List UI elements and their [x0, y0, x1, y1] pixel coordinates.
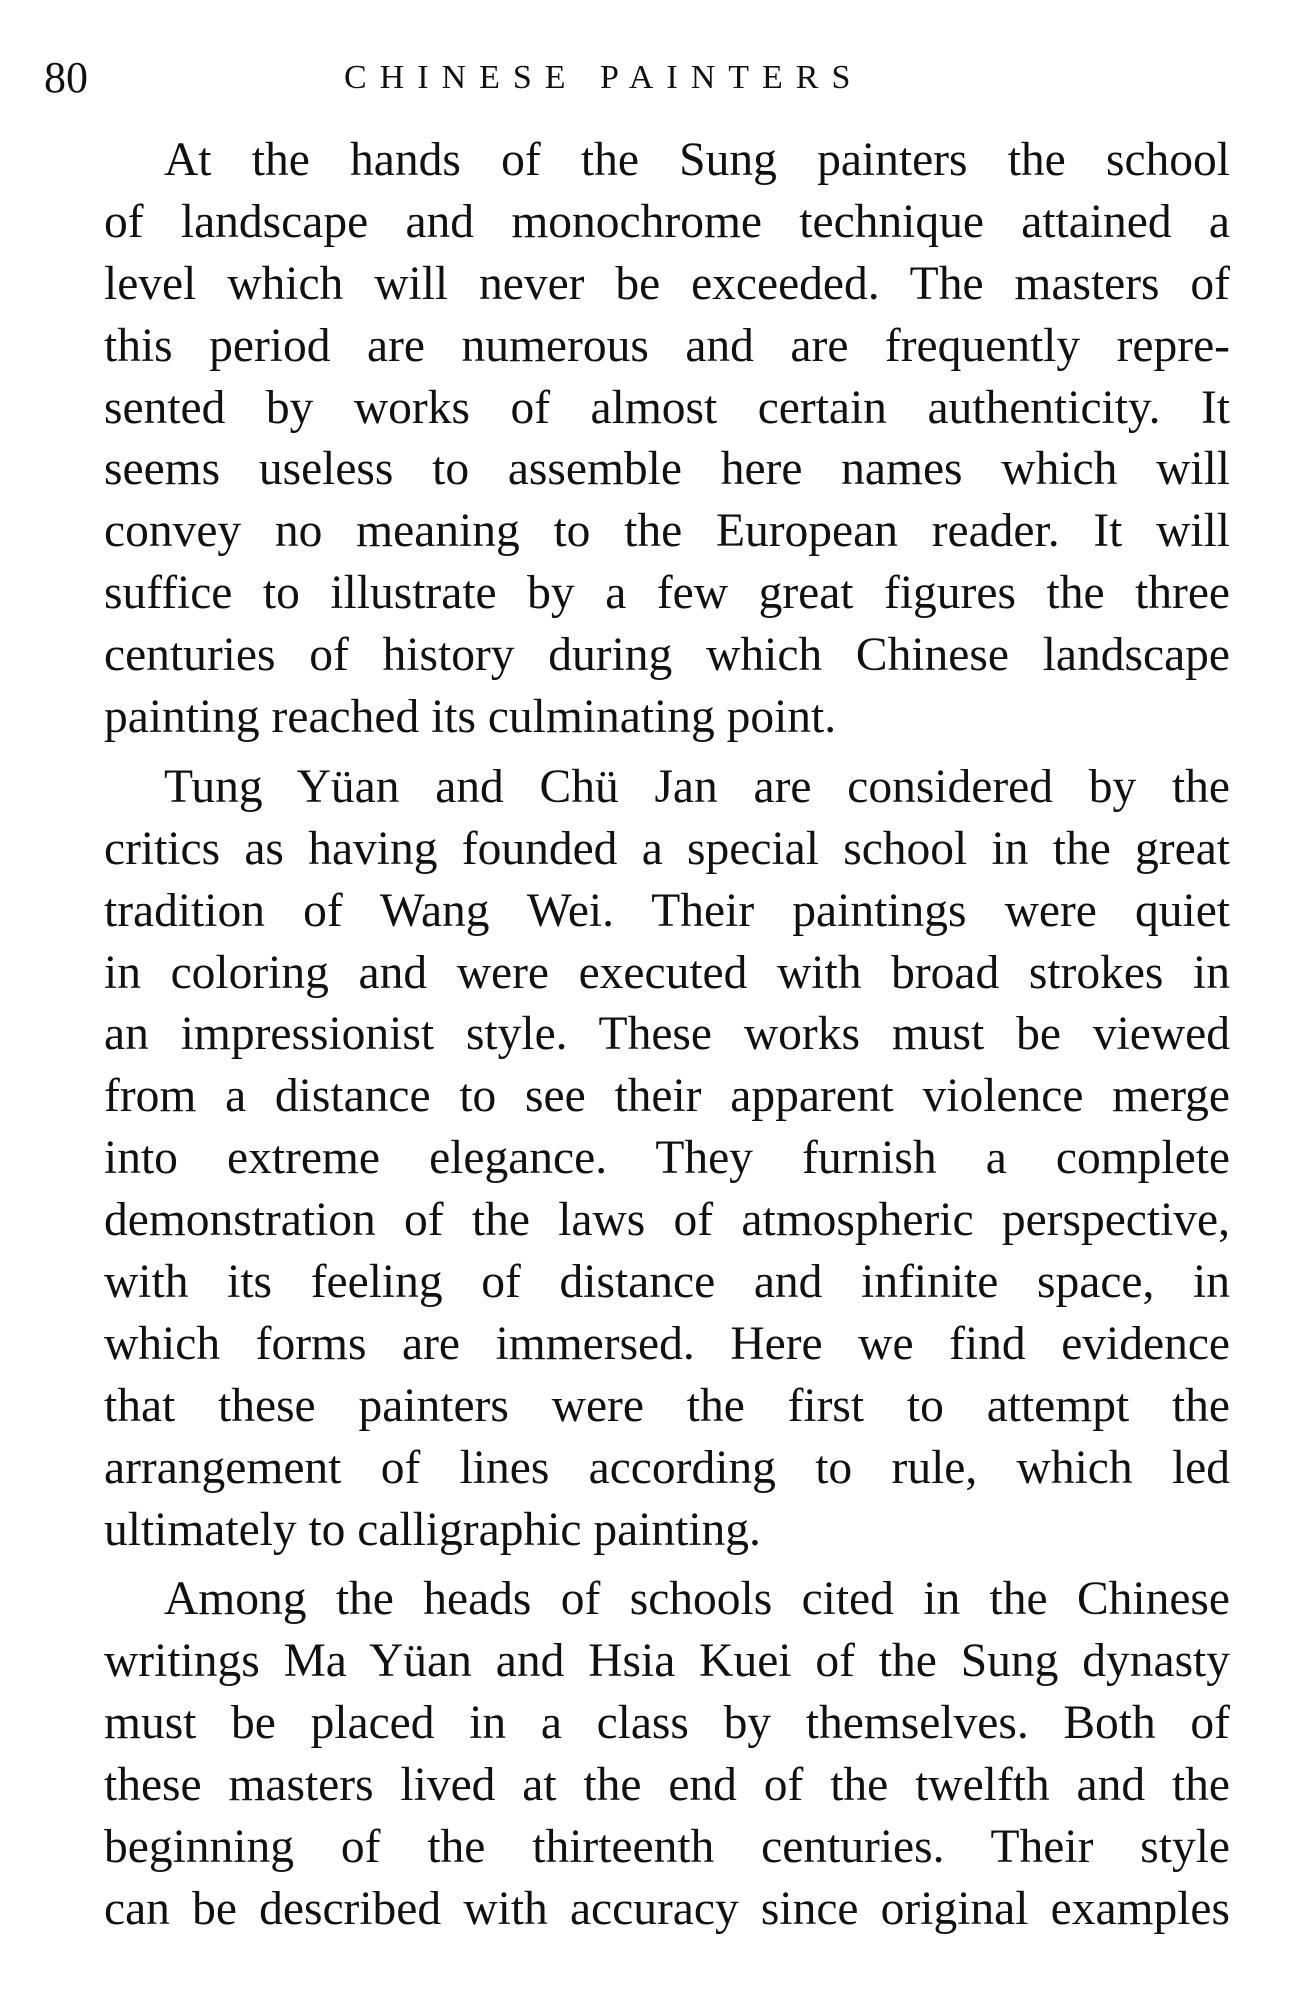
text-line: Tung Yüan and Chü Jan are considered by the [164, 760, 1230, 813]
body-text [44, 130, 1230, 1949]
text-line: suffice to illustrate by a few great figures the three [104, 567, 1230, 620]
text-line: seems useless to assemble here names which will [104, 443, 1230, 496]
text-line: writings Ma Yüan and Hsia Kuei of the Sung dynasty [104, 1635, 1230, 1688]
text-line: tradition of Wang Wei. Their paintings were quiet [104, 884, 1230, 937]
text-line: from a distance to see their apparent violence merge [104, 1070, 1230, 1123]
text-line: these masters lived at the end of the twelfth and the [104, 1759, 1230, 1812]
text-line: can be described with accuracy since original examples [104, 1882, 1230, 1935]
text-line: sented by works of almost certain authenticity. It [104, 381, 1230, 434]
text-line: demonstration of the laws of atmospheric perspective, [104, 1194, 1230, 1247]
text-line: level which will never be exceeded. The masters of [104, 257, 1230, 310]
text-line: arrangement of lines according to rule, which led [104, 1441, 1230, 1494]
text-line: centuries of history during which Chinese landscape [104, 629, 1230, 682]
paragraph-sung-painters [44, 130, 1230, 749]
text-line: an impressionist style. These works must be viewed [104, 1008, 1230, 1061]
text-line: must be placed in a class by themselves. Both of [104, 1697, 1230, 1750]
text-line: of landscape and monochrome technique attained a [104, 195, 1230, 248]
paragraph-ma-yuan [44, 1569, 1230, 1940]
text-line: At the hands of the Sung painters the school [164, 134, 1230, 186]
text-line: this period are numerous and are frequently repre- [104, 319, 1230, 372]
text-line: which forms are immersed. Here we find evidence [104, 1317, 1230, 1370]
text-line: Among the heads of schools cited in the Chinese [164, 1573, 1230, 1626]
page-number: 80 [44, 53, 88, 102]
text-line: that these painters were the first to attempt the [104, 1379, 1230, 1432]
text-line: with its feeling of distance and infinite space, in [104, 1256, 1230, 1309]
text-line: critics as having founded a special school in the great [104, 822, 1230, 875]
running-title: CHINESE PAINTERS [344, 59, 864, 96]
text-line: painting reached its culminating point. [104, 691, 837, 744]
text-line: into extreme elegance. They furnish a complete [104, 1132, 1230, 1185]
text-line: convey no meaning to the European reader. It will [104, 505, 1230, 558]
running-head [44, 48, 1234, 108]
text-line: ultimately to calligraphic painting. [104, 1503, 761, 1556]
text-line: in coloring and were executed with broad strokes in [104, 946, 1230, 999]
paragraph-tung-yuan [44, 757, 1230, 1562]
text-line: beginning of the thirteenth centuries. Their style [104, 1821, 1230, 1874]
